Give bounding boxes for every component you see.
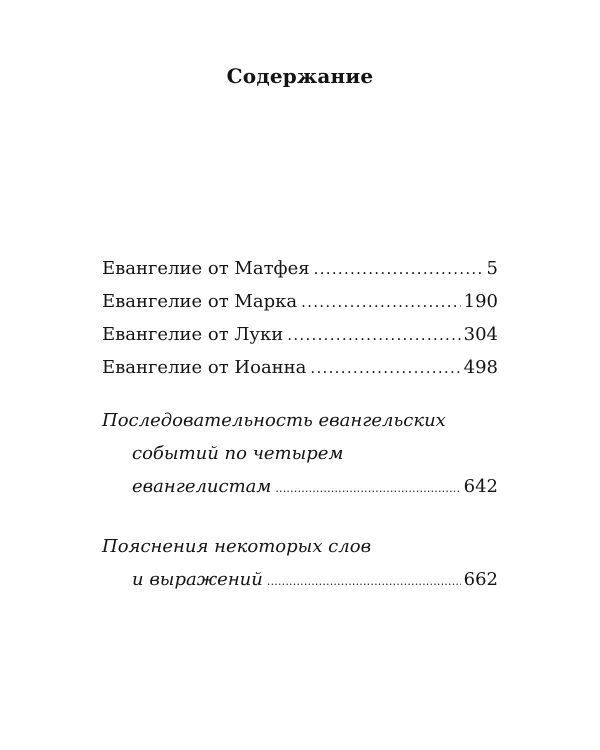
toc-section-glossary bbox=[102, 530, 498, 596]
toc-entry-label: Евангелие от Марка bbox=[102, 291, 298, 312]
toc-entry-luke bbox=[102, 318, 498, 351]
section-line: Последовательность евангельских bbox=[102, 410, 446, 431]
toc-entry-page: 498 bbox=[463, 357, 498, 378]
toc-entry-page: 642 bbox=[463, 476, 498, 497]
section-line: Пояснения некоторых слов bbox=[102, 536, 372, 557]
toc-entry-label: Евангелие от Иоанна bbox=[102, 357, 307, 378]
toc-section-sequence bbox=[102, 404, 498, 503]
dot-leader bbox=[287, 319, 460, 352]
toc-entry-matthew bbox=[102, 252, 498, 285]
toc-entry-sequence bbox=[102, 470, 498, 503]
table-of-contents bbox=[102, 252, 498, 384]
toc-entry-label: Евангелие от Матфея bbox=[102, 258, 310, 279]
page-title: Содержание bbox=[226, 64, 374, 88]
toc-entry-page: 662 bbox=[463, 569, 498, 590]
dot-leader bbox=[275, 472, 460, 505]
section-line: событий по четырем bbox=[132, 443, 344, 464]
dot-leader bbox=[310, 352, 460, 385]
dot-leader bbox=[314, 253, 484, 286]
toc-entry-mark bbox=[102, 285, 498, 318]
dot-leader bbox=[301, 286, 461, 319]
toc-entry-label: евангелистам bbox=[132, 476, 272, 497]
dot-leader bbox=[267, 565, 461, 598]
toc-entry-page: 190 bbox=[463, 291, 498, 312]
toc-entry-page: 5 bbox=[486, 258, 498, 279]
toc-entry-label: и выражений bbox=[132, 569, 263, 590]
toc-entry-page: 304 bbox=[463, 324, 498, 345]
toc-entry-john bbox=[102, 351, 498, 384]
toc-entry-glossary bbox=[102, 563, 498, 596]
toc-entry-label: Евангелие от Луки bbox=[102, 324, 284, 345]
